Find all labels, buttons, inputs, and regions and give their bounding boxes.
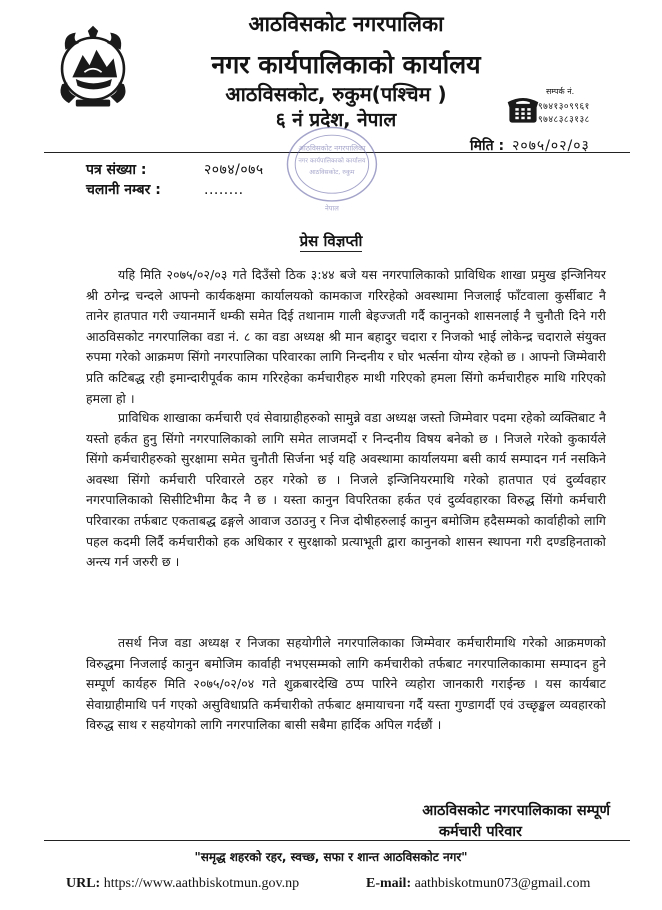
email-label: E-mail: [366, 876, 412, 891]
stamp-text-1: आठविसकोट नगरपालिका [298, 143, 366, 153]
contact-label: सम्पर्क नं. [546, 87, 575, 96]
signature-line-2: कर्मचारी परिवार [438, 824, 522, 840]
stamp-text-2: नगर कार्यपालिकाको कार्यालय [298, 157, 366, 165]
footer-url [66, 876, 299, 892]
stamp-text-3: आठविसकोट, रुकुम [309, 168, 355, 176]
body-paragraph-1: यहि मिति २०७५/०२/०३ गते दिउँसो ठिक ३:४४ बजे यस नगरपालिकाको प्राविधिक शाखा प्रमुख इन्जिनियर श्री ठगेन्द्र चन्दले आफ्नो कार्यकक्षमा कार्यालयको कामकाज गरिरहेको अवस्थामा निजलाई फाँटवाला कुर्सीबाट नै तानेर हातपात गरी ज्यानमार्ने धम्की समेत दिई तथानाम गाली बेइज्जती गर्दै कानुनको शासनलाई नै चुनौती दिने गरी आठविसकोट नगरपालिका वडा नं. ८ का वडा अध्यक्ष श्री मान बहादुर चदारा र निजको भाई लोकेन्द्र चदाराले संयुक्त रुपमा गरेको आक्रमण सिंगो नगरपालिका परिवारका लागि निन्दनीय र घोर भर्त्सना योग्य रहेको छ । आफ्नो जिम्मेवारी प्रति कटिबद्ध रही इमान्दारीपूर्वक काम गरिरहेका कर्मचारीहरु माथी गरिएको हमला सिंगो कर्मचारीहरु माथि गरिएको हमला हो । [86, 267, 606, 406]
slogan: "समृद्ध शहरको रहर, स्वच्छ, सफा र शान्त आठविसकोट नगर" [194, 850, 468, 864]
url-label: URL: [66, 876, 101, 891]
email-link[interactable]: aathbiskotmun073@gmail.com [414, 876, 591, 891]
footer-email [366, 876, 590, 892]
url-link[interactable]: https://www.aathbiskotmun.gov.np [103, 876, 300, 891]
press-release-title-text: प्रेस विज्ञप्ती [299, 232, 363, 250]
dispatch-number-value: ........ [204, 182, 244, 198]
municipality-name: आठविसकोट नगरपालिका [248, 12, 444, 36]
dispatch-number-label: चलानी नम्बर : [86, 182, 161, 198]
telephone-icon [506, 92, 540, 126]
body-paragraph-3: तसर्थ निज वडा अध्यक्ष र निजका सहयोगीले नगरपालिकाका जिम्मेवार कर्मचारीमाथि गरेको आक्रमणको विरुद्धमा निजलाई कानुन बमोजिम कार्वाही नभएसम्मको लागि कर्मचारीको तर्फबाट नगरपालिकाकामा सम्पादन हुने सम्पूर्ण कार्यहरु मिति २०७५/०२/०४ गते शुक्रबारदेखि ठप्प पारिने व्यहोरा जानकारी गराईन्छ । यस कार्यबाट सेवाग्राहीमाथि पर्न गएको असुविधाप्रति कर्मचारीको तर्फबाट क्षमायाचना गर्दै यस्ता गुण्डागर्दी एवं उच्छृङ्खल व्यवहारको विरुद्ध साथ र सहयोगको लागि नगरपालिका बासी सबैमा हार्दिक अपिल गर्दछौं । [86, 635, 606, 733]
office-name: नगर कार्यपालिकाको कार्यालय [211, 50, 481, 79]
date-label: मिति : [470, 138, 505, 154]
phone-number-2: ९७४८३८३१३८ [538, 115, 590, 125]
letter-number-label: पत्र संख्या : [86, 162, 147, 178]
letter-number-row [86, 160, 264, 179]
phone-number-1: ९७४१३०९९६१ [538, 102, 590, 112]
dispatch-number-row [86, 180, 244, 199]
date-value: २०७५/०२/०३ [512, 138, 590, 154]
contact-block [506, 86, 626, 134]
press-release-title [0, 231, 662, 251]
body-paragraph-2: प्राविधिक शाखाका कर्मचारी एवं सेवाग्राहीहरुको सामुन्ने वडा अध्यक्ष जस्तो जिम्मेवार पदमा रहेको व्यक्तिबाट नै यस्तो हर्कत हुनु सिंगो नगरपालिकाको लागि समेत लाजमर्दो र निन्दनीय विषय बनेको छ । निजले गरेको कुकार्यले सिंगो कर्मचारीहरुको सुरक्षामा समेत चुनौती सिर्जना भई यहि अवस्थामा कार्यालयमा बसी कार्य सम्पादन गर्न नसकिने अवस्था सिंगो कर्मचारी परिवारले ठहर गरेको छ । निजले इन्जिनियरमाथि गरेको हातपात एवं दुर्व्यवहार नगरपालिकाको सिसीटिभीमा कैद नै छ । यस्ता कानुन विपरितका हर्कत एवं दुर्व्यवहारका विरुद्ध सिंगो कर्मचारी परिवारका तर्फबाट एकताबद्ध ढङ्गले आवाज उठाउनु र निज दोषीहरुलाई कानुन बमोजिम हदैसम्मको कार्वाहीको लागि पहल कदमी लिर्दै कर्मचारीको हक अधिकार र सुरक्षाको प्रत्याभूती द्वारा कानुनको शासन स्थापना गरी दण्डहिनताको अन्त्य गर्न जरुरी छ । [86, 410, 606, 570]
stamp-text-4: नेपाल [324, 204, 339, 213]
office-address: आठविसकोट, रुकुम(पश्चिम ) [225, 82, 447, 106]
footer-divider [44, 840, 630, 841]
province-line: ६ नं प्रदेश, नेपाल [275, 109, 397, 131]
office-stamp-icon [272, 120, 388, 220]
letter-number-value: २०७४/०७५ [204, 162, 264, 178]
signature-line-1: आठविसकोट नगरपालिकाका सम्पूर्ण [422, 803, 610, 819]
